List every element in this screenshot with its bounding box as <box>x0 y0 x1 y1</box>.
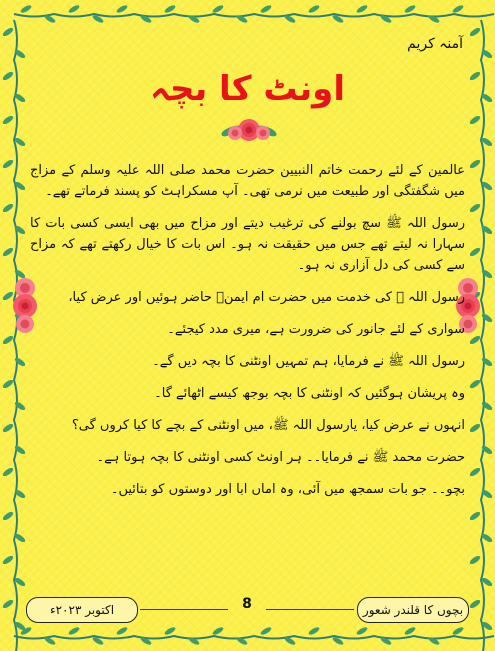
leaf-icon <box>116 626 129 636</box>
leaf-icon <box>68 4 81 14</box>
leaf-icon <box>356 626 369 636</box>
leaf-icon <box>356 4 369 14</box>
leaf-icon <box>2 378 15 389</box>
leaf-icon <box>469 158 482 169</box>
leaf-icon <box>481 356 494 367</box>
leaf-icon <box>469 598 482 609</box>
leaf-icon <box>308 626 321 636</box>
leaf-icon <box>308 4 321 14</box>
leaf-icon <box>469 466 482 477</box>
paragraph: رسول اللہ ﷺ کی خدمت میں حضرت ام ایمنؓ حاضر ہوئیں اور عرض کیا، <box>68 290 465 305</box>
leaf-icon <box>469 246 482 257</box>
leaf-icon <box>2 510 15 521</box>
leaf-icon <box>2 290 15 301</box>
leaf-icon <box>469 422 482 433</box>
footer-divider <box>266 609 354 610</box>
leaf-icon <box>2 466 15 477</box>
leaf-icon <box>404 4 417 14</box>
leaf-icon <box>2 554 15 565</box>
rose-icon <box>218 112 280 148</box>
leaf-icon <box>164 626 177 636</box>
leaf-icon <box>469 554 482 565</box>
leaf-icon <box>404 626 417 636</box>
leaf-icon <box>2 114 15 125</box>
leaf-icon <box>2 334 15 345</box>
leaf-icon <box>2 598 15 609</box>
leaf-icon <box>469 378 482 389</box>
leaf-icon <box>20 4 33 14</box>
leaf-icon <box>469 26 482 37</box>
paragraph: بچو۔۔ جو بات سمجھ میں آئی، وہ اماں ابا اور دوستوں کو بتائیں۔ <box>110 482 465 497</box>
magazine-name: بچوں کا قلندر شعور <box>357 597 469 623</box>
page-number: 8 <box>242 596 252 612</box>
leaf-icon <box>469 510 482 521</box>
leaf-icon <box>469 202 482 213</box>
leaf-icon <box>469 114 482 125</box>
paragraph: سواری کے لئے جانور کی ضرورت ہے، میری مدد کیجئے۔ <box>167 322 465 337</box>
paragraph: رسول اللہ ﷺ نے فرمایا، ہم تمہیں اونٹنی کا بچہ دیں گے۔ <box>152 354 465 369</box>
paragraph: وہ پریشان ہوگئیں کہ اونٹنی کا بچہ بوجھ کیسے اٹھائے گا۔ <box>154 386 465 401</box>
leaf-icon <box>68 626 81 636</box>
paragraph: انہوں نے عرض کیا، یارسول اللہ ﷺ، میں اونٹنی کے بچے کا کیا کروں گی؟ <box>71 418 465 433</box>
leaf-icon <box>260 626 273 636</box>
leaf-icon <box>212 4 225 14</box>
issue-date: اکتوبر ۲۰۲۳ء <box>26 597 138 623</box>
leaf-icon <box>2 158 15 169</box>
leaf-icon <box>164 4 177 14</box>
leaf-icon <box>2 202 15 213</box>
leaf-icon <box>452 4 465 14</box>
leaf-icon <box>2 422 15 433</box>
leaf-icon <box>14 356 27 367</box>
leaf-icon <box>469 334 482 345</box>
leaf-icon <box>2 246 15 257</box>
leaf-icon <box>481 312 494 323</box>
leaf-icon <box>2 26 15 37</box>
paragraph: عالمین کے لئے رحمت خاتم النبیین حضرت محمد صلی اللہ علیہ وسلم کے مزاج میں شگفتگی اور طبیعت میں نرمی تھی۔ آپ مسکراہٹ کو پسند فرماتے تھے۔ <box>30 163 465 199</box>
author-name: آمنہ کریم <box>407 36 463 52</box>
leaf-icon <box>452 626 465 636</box>
footer-divider <box>140 609 228 610</box>
page-title: اونٹ کا بچہ <box>150 69 345 109</box>
leaf-icon <box>212 626 225 636</box>
leaf-icon <box>260 4 273 14</box>
paragraph: رسول اللہ ﷺ سچ بولنے کی ترغیب دیتے اور مزاح میں بھی ایسی کسی بات کا سہارا نہ لیتے تھے جس میں حقیقت نہ ہو۔ اس بات کا خیال رکھتے تھے کہ مزاح سے کسی کی دل آزاری نہ ہو۔ <box>30 216 465 273</box>
article-body <box>30 160 465 500</box>
leaf-icon <box>116 4 129 14</box>
paragraph: حضرت محمد ﷺ نے فرمایا۔۔ ہر اونٹ کسی اونٹنی کا بچہ ہوتا ہے۔ <box>96 450 465 465</box>
